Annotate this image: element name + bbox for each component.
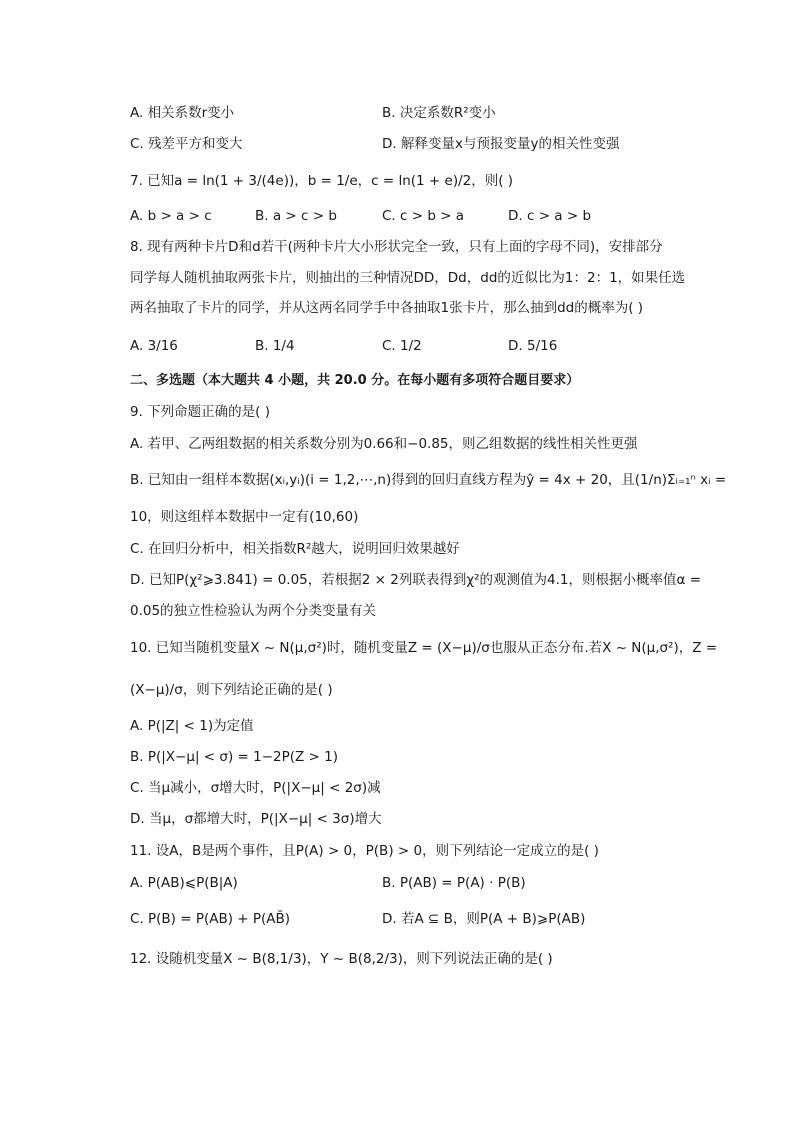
q11-option-a: A. P(AB)⩽P(B|A) bbox=[130, 875, 238, 891]
q9-option-a: A. 若甲、乙两组数据的相关系数分别为0.66和−0.85，则乙组数据的线性相关性更强 bbox=[130, 436, 638, 452]
q11-option-d: D. 若A ⊆ B，则P(A + B)⩾P(AB) bbox=[382, 911, 586, 927]
q9-stem: 9. 下列命题正确的是( ) bbox=[130, 404, 270, 420]
q8-option-d: D. 5/16 bbox=[508, 338, 558, 354]
q6-option-d: D. 解释变量x与预报变量y的相关性变强 bbox=[382, 136, 620, 152]
q8-stem-line2: 同学每人随机抽取两张卡片，则抽出的三种情况DD，Dd，dd的近似比为1：2：1，如果任选 bbox=[130, 270, 686, 286]
q10-option-b: B. P(|X−μ| < σ) = 1−2P(Z > 1) bbox=[130, 749, 339, 765]
q10-stem-line1: 10. 已知当随机变量X ~ N(μ,σ²)时，随机变量Z = (X−μ)/σ也服从正态分布.若X ~ N(μ,σ²)，Z = bbox=[130, 640, 718, 656]
q9-option-b-line1: B. 已知由一组样本数据(xᵢ,yᵢ)(i = 1,2,⋯,n)得到的回归直线方程为ŷ = 4x + 20，且(1/n)Σᵢ₌₁ⁿ xᵢ = bbox=[130, 472, 727, 488]
q7-option-b: B. a > c > b bbox=[255, 208, 337, 224]
q6-option-b: B. 决定系数R²变小 bbox=[382, 105, 496, 121]
q9-option-d-line2: 0.05的独立性检验认为两个分类变量有关 bbox=[130, 603, 377, 619]
q11-option-c: C. P(B) = P(AB) + P(AB̄) bbox=[130, 911, 291, 927]
q9-option-b-line2: 10，则这组样本数据中一定有(10,60) bbox=[130, 509, 359, 525]
q8-stem-line1: 8. 现有两种卡片D和d若干(两种卡片大小形状完全一致，只有上面的字母不同)，安排部分 bbox=[130, 239, 663, 255]
q11-stem: 11. 设A，B是两个事件，且P(A) > 0，P(B) > 0，则下列结论一定成立的是( ) bbox=[130, 843, 599, 859]
q11-option-b: B. P(AB) = P(A) · P(B) bbox=[382, 875, 526, 891]
q10-option-a: A. P(|Z| < 1)为定值 bbox=[130, 718, 254, 734]
q8-option-b: B. 1/4 bbox=[255, 338, 295, 354]
q8-option-c: C. 1/2 bbox=[382, 338, 422, 354]
q6-option-a: A. 相关系数r变小 bbox=[130, 105, 235, 121]
q9-option-c: C. 在回归分析中，相关指数R²越大，说明回归效果越好 bbox=[130, 541, 460, 557]
q9-option-d-line1: D. 已知P(χ²⩾3.841) = 0.05，若根据2 × 2列联表得到χ²的观测值为4.1，则根据小概率值α = bbox=[130, 572, 702, 588]
q10-option-d: D. 当μ，σ都增大时，P(|X−μ| < 3σ)增大 bbox=[130, 811, 382, 827]
q6-option-c: C. 残差平方和变大 bbox=[130, 136, 243, 152]
section-2-heading: 二、多选题（本大题共 4 小题，共 20.0 分。在每小题有多项符合题目要求） bbox=[130, 373, 580, 388]
q7-stem: 7. 已知a = ln(1 + 3/(4e))，b = 1/e，c = ln(1 + e)/2，则( ) bbox=[130, 173, 514, 189]
q12-stem: 12. 设随机变量X ~ B(8,1/3)，Y ~ B(8,2/3)，则下列说法正确的是( ) bbox=[130, 951, 553, 967]
q8-option-a: A. 3/16 bbox=[130, 338, 178, 354]
q7-option-a: A. b > a > c bbox=[130, 208, 212, 224]
q8-stem-line3: 两名抽取了卡片的同学，并从这两名同学手中各抽取1张卡片，那么抽到dd的概率为( ) bbox=[130, 300, 644, 316]
q7-option-c: C. c > b > a bbox=[382, 208, 465, 224]
q10-stem-line2: (X−μ)/σ，则下列结论正确的是( ) bbox=[130, 682, 333, 698]
q7-option-d: D. c > a > b bbox=[508, 208, 592, 224]
q10-option-c: C. 当μ减小，σ增大时，P(|X−μ| < 2σ)减 bbox=[130, 780, 381, 796]
